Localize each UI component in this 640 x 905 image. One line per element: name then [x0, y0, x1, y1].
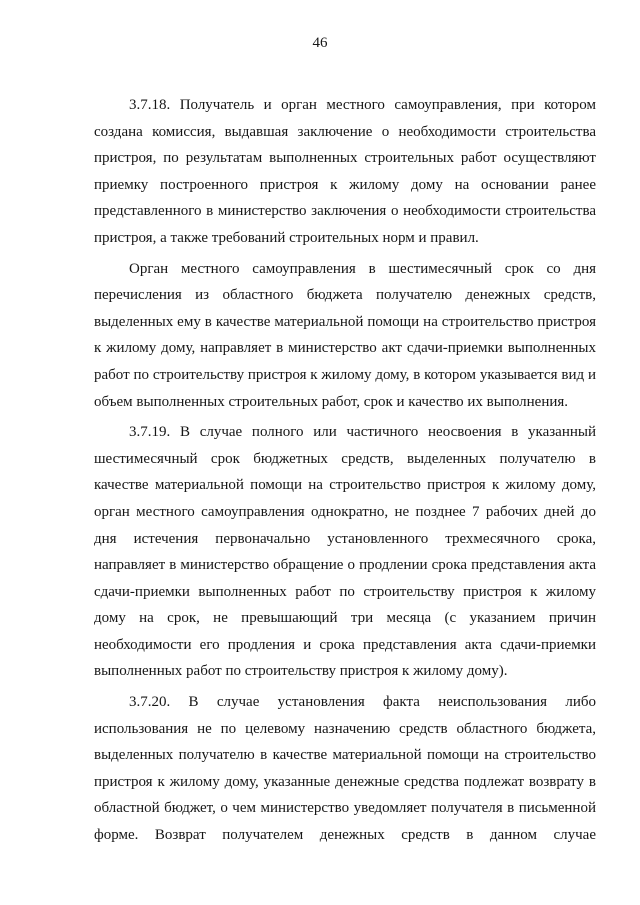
paragraph-3-7-20: 3.7.20. В случае установления факта неиспользования либо использования не по целевому назначению средств областного бюджета, выделенных получателю в качестве материальной помощи на строительство пристроя к жилому дому, указанные денежные средства подлежат возврату в областной бюджет, о чем министерство уведомляет получателя в письменной форме. Возврат получателем денежных средств в данном случае — [94, 694, 596, 844]
document-body — [94, 92, 596, 849]
paragraph-3-7-18: 3.7.18. Получатель и орган местного самоуправления, при котором создана комиссия, выдавшая заключение о необходимости строительства пристроя, по результатам выполненных строительных работ осуществляют приемку построенного пристроя к жилому дому на основании ранее представленного в министерство заключения о необходимости строительства пристроя, а также требований строительных норм и правил. — [94, 97, 596, 246]
paragraph-3-7-19: 3.7.19. В случае полного или частичного неосвоения в указанный шестимесячный срок бюджетных средств, выделенных получателю в качестве материальной помощи на строительство пристроя к жилому дому, орган местного самоуправления однократно, не позднее 7 рабочих дней до дня истечения первоначально установленного трехмесячного срока, направляет в министерство обращение о продлении срока представления акта сдачи-приемки выполненных работ по строительству пристроя к жилому дому на срок, не превышающий три месяца (с указанием причин необходимости его продления и срока представления акта сдачи-приемки выполненных работ по строительству пристроя к жилому дому). — [94, 424, 596, 680]
paragraph-local-government-act: Орган местного самоуправления в шестимесячный срок со дня перечисления из областного бюджета получателю денежных средств, выделенных ему в качестве материальной помощи на строительство пристроя к жилому дому, направляет в министерство акт сдачи-приемки выполненных работ по строительству пристроя к жилому дому, в котором указывается вид и объем выполненных строительных работ, срок и качество их выполнения. — [94, 260, 596, 410]
page-number: 46 — [312, 35, 328, 51]
